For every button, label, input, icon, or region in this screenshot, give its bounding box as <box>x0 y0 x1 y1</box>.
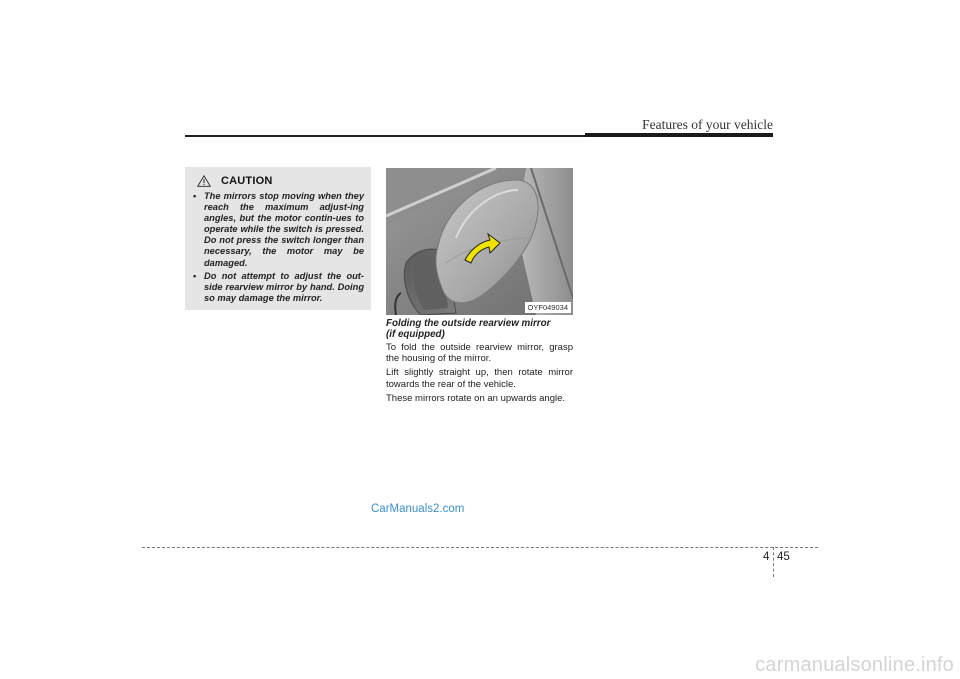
caution-item: • Do not attempt to adjust the out-side rearview mirror by hand. Doing so may damage the mirror. <box>191 271 364 304</box>
mirror-illustration <box>386 168 573 315</box>
figure-code: OYF049034 <box>525 302 571 313</box>
caution-item: • The mirrors stop moving when they reach the maximum adjust-ing angles, but the motor contin-ues to operate while the switch is pressed. Do not press the switch longer than necessary, the motor may be damaged. <box>191 191 364 269</box>
footer-rule <box>142 547 818 548</box>
section-header-title: Features of your vehicle <box>642 117 773 132</box>
caution-heading <box>197 174 364 188</box>
watermark-carmanualsonline: carmanualsonline.info <box>755 654 954 676</box>
warning-triangle-icon <box>197 175 211 187</box>
caption-line-2: (if equipped) <box>386 329 445 341</box>
caution-list <box>191 191 364 304</box>
body-paragraph: To fold the outside rearview mirror, grasp the housing of the mirror. <box>386 342 573 365</box>
body-paragraph: Lift slightly straight up, then rotate mirror towards the rear of the vehicle. <box>386 367 573 390</box>
body-paragraph: These mirrors rotate on an upwards angle. <box>386 392 566 404</box>
header-rule-accent <box>585 133 773 137</box>
figure-caption <box>386 318 573 340</box>
page-number: 45 <box>777 551 790 563</box>
caution-box <box>185 167 371 310</box>
caption-line-1: Folding the outside rearview mirror <box>386 318 551 329</box>
caution-title: CAUTION <box>221 175 273 187</box>
body-text <box>386 342 573 407</box>
footer-divider <box>773 547 774 577</box>
chapter-number: 4 <box>763 551 770 563</box>
mirror-figure <box>386 168 573 315</box>
watermark-link-carmanuals2[interactable]: CarManuals2.com <box>371 503 465 515</box>
